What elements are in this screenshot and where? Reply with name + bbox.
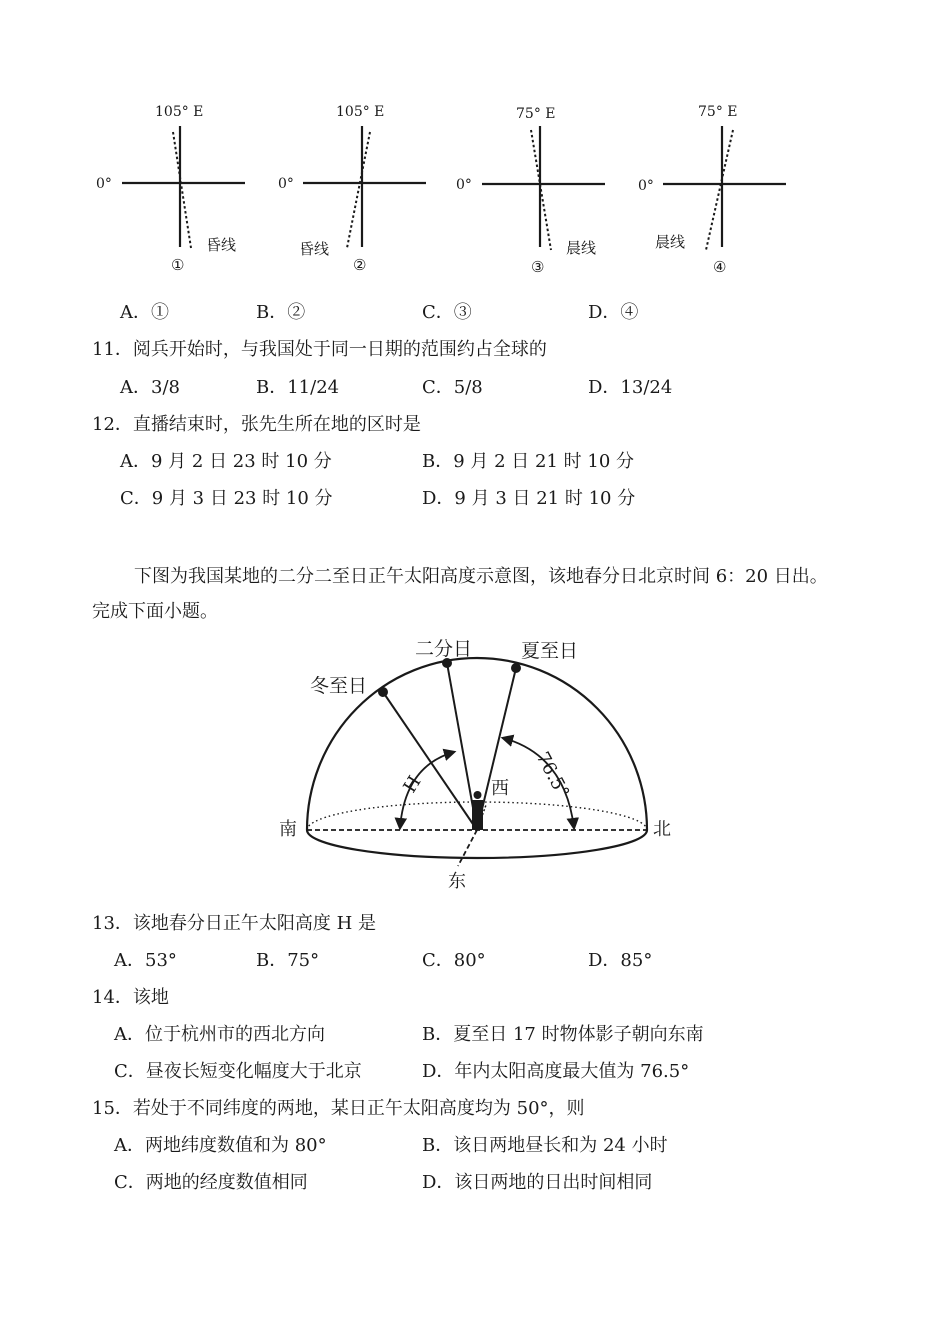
west-label: 西 [491,778,509,799]
south-label: 南 [279,819,297,840]
q12-option-d[interactable]: D．9 月 3 日 21 时 10 分 [422,488,636,509]
q11-stem: 11．阅兵开始时，与我国处于同一日期的范围约占全球的 [92,339,547,360]
q15-option-a[interactable]: A．两地纬度数值和为 80° [114,1135,327,1156]
q13-option-a[interactable]: A．53° [114,950,177,971]
q12-option-b[interactable]: B．9 月 2 日 21 时 10 分 [422,451,634,472]
equator-label: 0° [278,176,294,192]
line-label: 晨线 [566,239,597,257]
observer-figure [472,800,483,830]
intro-line-1: 下图为我国某地的二分二至日正午太阳高度示意图，该地春分日北京时间 6：20 日出。 [134,566,828,587]
meridian-label: 105° E [336,104,385,120]
east-west-axis [458,830,477,866]
diagram-number: ③ [531,258,545,276]
q11-option-b[interactable]: B．11/24 [256,377,340,398]
winter-sun [378,687,388,697]
q14-option-c[interactable]: C．昼夜长短变化幅度大于北京 [114,1061,362,1082]
winter-solstice-ray [383,692,477,830]
diagram-number: ④ [713,258,727,276]
q11-option-d[interactable]: D．13/24 [588,377,673,398]
horizon-front [307,830,647,858]
q11-option-a[interactable]: A．3/8 [120,377,180,398]
equator-label: 0° [456,177,472,193]
q14-option-b[interactable]: B．夏至日 17 时物体影子朝向东南 [422,1024,704,1045]
north-label: 北 [653,819,671,840]
q10-option-a[interactable]: A．① [120,302,169,323]
equinox-label: 二分日 [415,638,473,660]
q13-option-c[interactable]: C．80° [422,950,486,971]
q14-option-d[interactable]: D．年内太阳高度最大值为 76.5° [422,1061,690,1082]
meridian-label: 75° E [698,104,738,120]
diagram-number: ① [171,256,185,274]
equator-label: 0° [638,178,654,194]
summer-sun [511,663,521,673]
q15-stem: 15．若处于不同纬度的两地，某日正午太阳高度均为 50°，则 [92,1098,585,1119]
q13-stem: 13．该地春分日正午太阳高度 H 是 [92,913,377,934]
diagram-4 [638,104,786,276]
sun-altitude-diagram [260,625,700,895]
q10-option-c[interactable]: C．③ [422,302,472,323]
meridian-label: 105° E [155,104,204,120]
diagram-1 [96,104,245,274]
q15-option-c[interactable]: C．两地的经度数值相同 [114,1172,308,1193]
q12-option-a[interactable]: A．9 月 2 日 23 时 10 分 [120,451,332,472]
q15-option-d[interactable]: D．该日两地的日出时间相同 [422,1172,653,1193]
q14-stem: 14．该地 [92,987,169,1008]
equator-label: 0° [96,176,112,192]
meridian-label: 75° E [516,106,556,122]
line-label: 昏线 [206,236,237,254]
diagram-number: ② [353,256,367,274]
angle-label: 76.5° [531,748,574,802]
q13-option-b[interactable]: B．75° [256,950,320,971]
q13-option-d[interactable]: D．85° [588,950,653,971]
east-label: 东 [448,871,466,892]
diagram-3 [456,106,605,276]
q10-option-b[interactable]: B．② [256,302,306,323]
intro-line-2: 完成下面小题。 [92,601,218,622]
line-label: 昏线 [299,240,330,258]
terminator-diagrams [0,90,950,290]
q14-option-a[interactable]: A．位于杭州市的西北方向 [114,1024,325,1045]
diagram-2 [278,104,426,274]
q11-option-c[interactable]: C．5/8 [422,377,483,398]
line-label: 晨线 [655,233,686,251]
q15-option-b[interactable]: B．该日两地昼长和为 24 小时 [422,1135,668,1156]
observer-head [474,791,482,799]
h-label: H [399,772,426,797]
winter-solstice-label: 冬至日 [310,675,368,697]
q10-option-d[interactable]: D．④ [588,302,639,323]
summer-solstice-label: 夏至日 [521,640,579,662]
q12-option-c[interactable]: C．9 月 3 日 23 时 10 分 [120,488,333,509]
q12-stem: 12．直播结束时，张先生所在地的区时是 [92,414,421,435]
